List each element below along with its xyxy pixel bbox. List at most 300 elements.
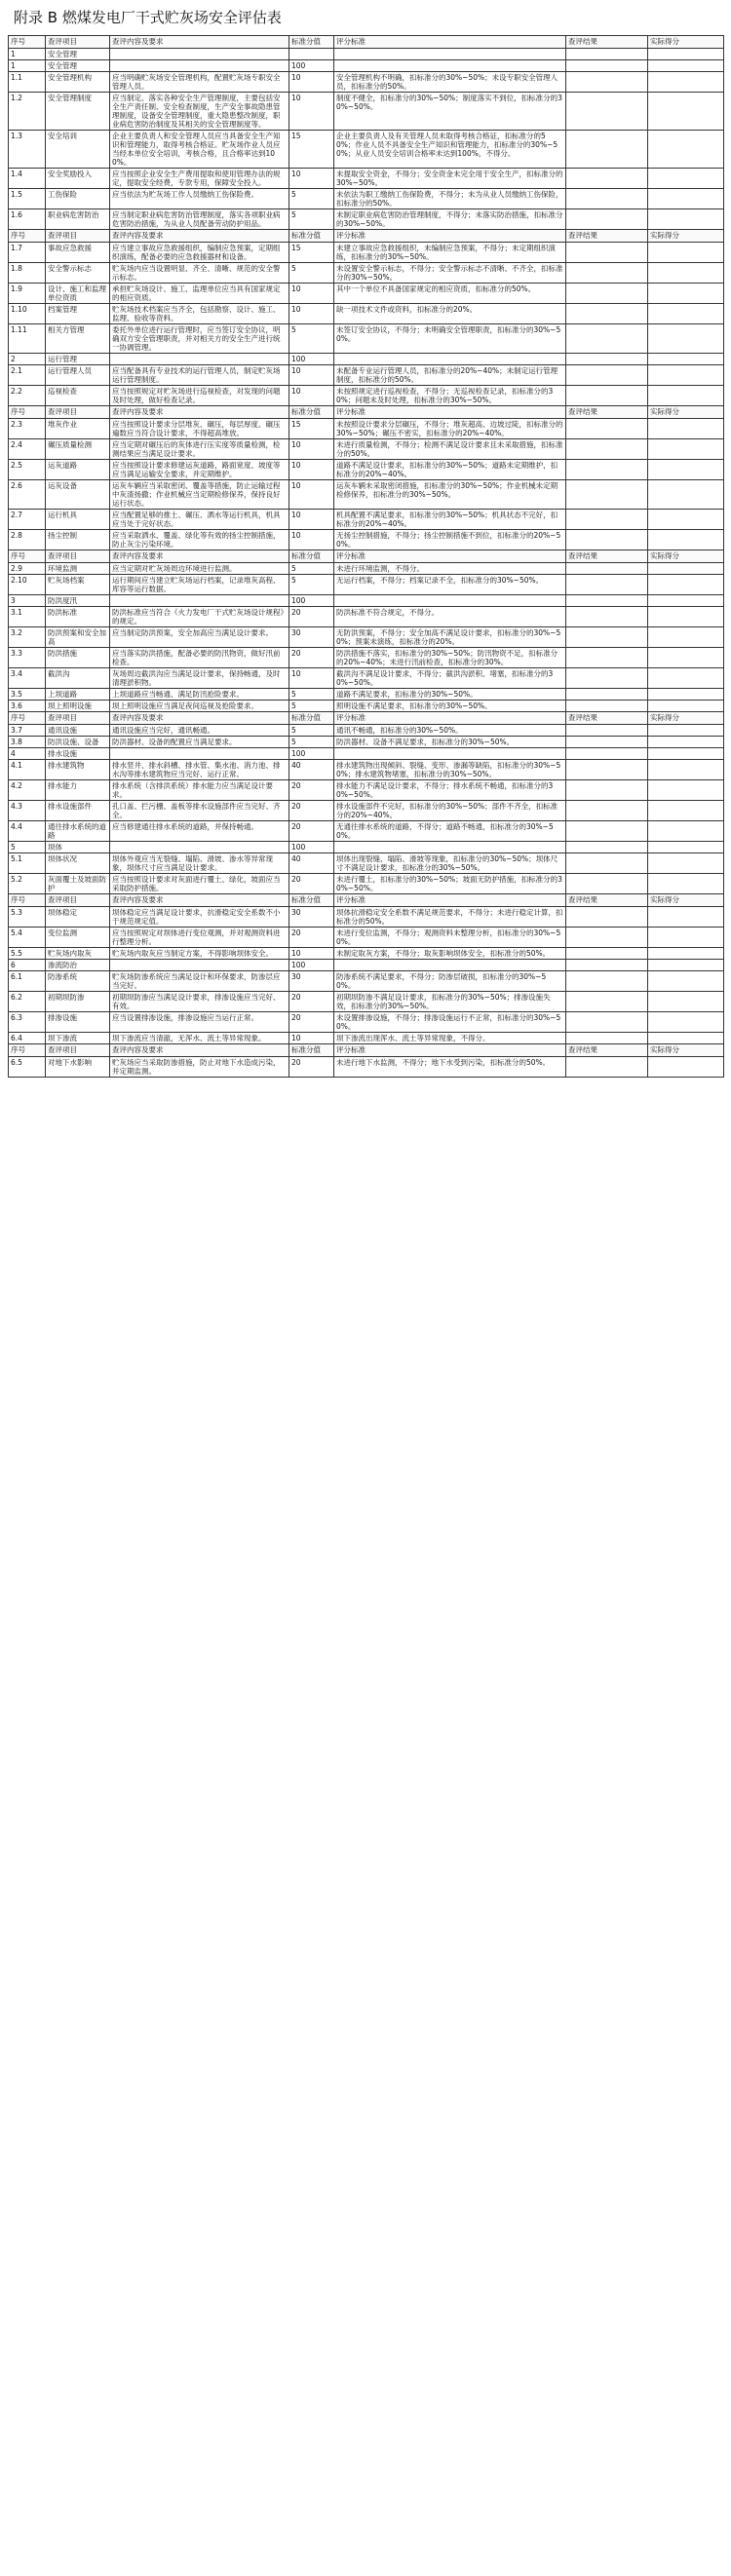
table-cell xyxy=(566,209,648,230)
table-cell xyxy=(566,189,648,209)
table-cell: 6.4 xyxy=(9,1033,46,1044)
header-cell: 标准分值 xyxy=(289,406,334,419)
table-cell: 防渗系统不满足要求，不得分；防渗层破损，扣标准分的30%~50%。 xyxy=(334,971,566,992)
table-cell xyxy=(566,607,648,627)
table-cell: 100 xyxy=(289,842,334,853)
table-cell xyxy=(648,530,724,550)
table-row xyxy=(9,948,724,960)
table-cell: 防洪标准不符合规定，不得分。 xyxy=(334,607,566,627)
table-cell: 排水能力 xyxy=(46,780,110,801)
table-cell: 40 xyxy=(289,760,334,780)
table-cell: 应当落实防洪措施，配备必要的防汛物资，做好汛前检查。 xyxy=(110,648,289,668)
header-cell: 实际得分 xyxy=(648,230,724,243)
table-cell xyxy=(334,595,566,607)
table-cell: 对地下水影响 xyxy=(46,1057,110,1078)
table-row xyxy=(9,780,724,801)
table-cell xyxy=(566,354,648,365)
table-row xyxy=(9,648,724,668)
table-cell xyxy=(566,627,648,648)
table-cell: 应当明确贮灰场安全管理机构，配置贮灰场专职安全管理人员。 xyxy=(110,72,289,93)
table-cell: 100 xyxy=(289,60,334,72)
table-cell: 初期坝防渗不满足设计要求，扣标准分的30%~50%；排渗设施失效，扣标准分的30%~50%。 xyxy=(334,992,566,1012)
table-cell: 防洪标准 xyxy=(46,607,110,627)
table-cell xyxy=(648,386,724,406)
table-cell: 10 xyxy=(289,386,334,406)
table-row xyxy=(9,324,724,354)
table-cell: 20 xyxy=(289,1012,334,1033)
table-cell: 上坝道路 xyxy=(46,689,110,701)
header-cell: 实际得分 xyxy=(648,550,724,563)
table-row xyxy=(9,1033,724,1044)
header-cell: 评分标准 xyxy=(334,894,566,907)
table-row xyxy=(9,853,724,874)
table-cell: 未设置排渗设施，不得分；排渗设施运行不正常，扣标准分的30%~50%。 xyxy=(334,1012,566,1033)
header-cell: 标准分值 xyxy=(289,550,334,563)
table-cell: 5 xyxy=(289,324,334,354)
table-cell xyxy=(648,563,724,575)
table-cell: 6.3 xyxy=(9,1012,46,1033)
header-cell: 查评结果 xyxy=(566,230,648,243)
table-cell: 运行管理 xyxy=(46,354,110,365)
table-cell: 未进行地下水监测，不得分；地下水受到污染，扣标准分的50%。 xyxy=(334,1057,566,1078)
table-cell: 100 xyxy=(289,748,334,760)
table-header-row xyxy=(9,406,724,419)
table-cell xyxy=(566,842,648,853)
document-title: 附录 B 燃煤发电厂干式贮灰场安全评估表 xyxy=(14,9,282,26)
table-cell: 应当配置足够的推土、碾压、洒水等运行机具，机具应当处于完好状态。 xyxy=(110,510,289,530)
table-cell xyxy=(648,842,724,853)
table-cell: 排渗设施 xyxy=(46,1012,110,1033)
table-cell xyxy=(566,324,648,354)
table-cell xyxy=(110,748,289,760)
header-cell: 查评内容及要求 xyxy=(110,1044,289,1057)
assessment-table xyxy=(8,35,724,1078)
table-row xyxy=(9,439,724,460)
table-cell: 应当按照规定对贮灰场进行巡视检查，对发现的问题及时处理，做好检查记录。 xyxy=(110,386,289,406)
table-cell: 3.3 xyxy=(9,648,46,668)
table-cell: 20 xyxy=(289,648,334,668)
header-cell: 实际得分 xyxy=(648,894,724,907)
table-cell: 无扬尘控制措施，不得分；扬尘控制措施不到位，扣标准分的20%~50%。 xyxy=(334,530,566,550)
table-header-row xyxy=(9,550,724,563)
table-cell xyxy=(566,72,648,93)
table-cell: 未依法为职工缴纳工伤保险费，不得分；未为从业人员缴纳工伤保险，扣标准分的50%。 xyxy=(334,189,566,209)
table-cell: 应当依法为贮灰场工作人员缴纳工伤保险费。 xyxy=(110,189,289,209)
table-row xyxy=(9,1012,724,1033)
table-cell: 照明设施不满足要求，扣标准分的30%~50%。 xyxy=(334,701,566,712)
header-cell: 查评内容及要求 xyxy=(110,712,289,725)
table-cell: 通讯设施 xyxy=(46,725,110,737)
table-cell: 坝体出现裂缝、塌陷、滑坡等现象，扣标准分的30%~50%；坝体尺寸不满足设计要求，扣标准分的30%~50%。 xyxy=(334,853,566,874)
table-cell xyxy=(566,419,648,439)
table-cell: 1.9 xyxy=(9,284,46,304)
table-cell: 15 xyxy=(289,243,334,263)
table-cell xyxy=(566,668,648,689)
header-cell: 实际得分 xyxy=(648,712,724,725)
table-cell: 10 xyxy=(289,1033,334,1044)
table-cell: 2.2 xyxy=(9,386,46,406)
table-cell: 设计、施工和监理单位资质 xyxy=(46,284,110,304)
header-cell: 评分标准 xyxy=(334,1044,566,1057)
header-cell: 评分标准 xyxy=(334,36,566,49)
table-cell xyxy=(110,354,289,365)
table-row xyxy=(9,169,724,189)
table-row xyxy=(9,737,724,748)
table-cell: 安全管理 xyxy=(46,49,110,60)
table-cell: 贮灰场内取灰应当制定方案，不得影响坝体安全。 xyxy=(110,948,289,960)
table-cell: 委托外单位进行运行管理时，应当签订安全协议，明确双方安全管理职责，并对相关方的安全生产进行统一协调管理。 xyxy=(110,324,289,354)
header-cell: 查评内容及要求 xyxy=(110,36,289,49)
table-cell: 应当制定防洪预案，安全加高应当满足设计要求。 xyxy=(110,627,289,648)
table-cell xyxy=(566,510,648,530)
table-cell xyxy=(648,948,724,960)
table-cell xyxy=(648,648,724,668)
table-cell: 道路不满足设计要求，扣标准分的30%~50%；道路未定期维护，扣标准分的20%~40%。 xyxy=(334,460,566,480)
header-cell: 评分标准 xyxy=(334,406,566,419)
table-cell: 5 xyxy=(289,725,334,737)
table-cell: 坝体状况 xyxy=(46,853,110,874)
table-row xyxy=(9,801,724,821)
header-cell: 序号 xyxy=(9,550,46,563)
table-cell: 1 xyxy=(9,49,46,60)
table-cell: 企业主要负责人和安全管理人员应当具备安全生产知识和管理能力，取得考核合格证。贮灰场作业人员应当经本单位安全培训，考核合格，且合格率达到100%。 xyxy=(110,131,289,169)
table-cell: 4.2 xyxy=(9,780,46,801)
table-cell: 未配备专业运行管理人员，扣标准分的20%~40%；未制定运行管理制度，扣标准分的50%。 xyxy=(334,365,566,386)
table-cell xyxy=(648,748,724,760)
table-cell: 扬尘控制 xyxy=(46,530,110,550)
header-cell: 实际得分 xyxy=(648,36,724,49)
table-cell: 应当配备具有专业技术的运行管理人员，制定贮灰场运行管理制度。 xyxy=(110,365,289,386)
table-cell xyxy=(334,60,566,72)
header-cell: 序号 xyxy=(9,230,46,243)
table-cell: 坝上照明设施 xyxy=(46,701,110,712)
table-cell xyxy=(566,701,648,712)
header-cell: 查评项目 xyxy=(46,36,110,49)
table-cell: 坝上照明设施应当满足夜间巡视及抢险要求。 xyxy=(110,701,289,712)
table-cell: 通讯设施应当完好，通讯畅通。 xyxy=(110,725,289,737)
table-cell xyxy=(566,439,648,460)
table-cell xyxy=(566,365,648,386)
table-cell xyxy=(110,60,289,72)
table-cell: 3.7 xyxy=(9,725,46,737)
table-cell: 其中一个单位不具备国家规定的相应资质，扣标准分的50%。 xyxy=(334,284,566,304)
table-cell: 应当按照设计要求对灰面进行覆土、绿化，坡面应当采取防护措施。 xyxy=(110,874,289,894)
header-cell: 查评项目 xyxy=(46,1044,110,1057)
table-cell: 制度不健全，扣标准分的30%~50%；制度落实不到位，扣标准分的30%~50%。 xyxy=(334,93,566,131)
table-cell: 初期坝防渗 xyxy=(46,992,110,1012)
table-cell: 防洪器材、设备不满足要求，扣标准分的30%~50%。 xyxy=(334,737,566,748)
table-cell: 1.6 xyxy=(9,209,46,230)
table-cell xyxy=(566,304,648,324)
table-cell xyxy=(648,460,724,480)
table-row xyxy=(9,304,724,324)
table-cell: 10 xyxy=(289,284,334,304)
table-row xyxy=(9,209,724,230)
table-cell: 坝体稳定 xyxy=(46,907,110,928)
table-cell: 道路不满足要求，扣标准分的30%~50%。 xyxy=(334,689,566,701)
table-cell: 5.2 xyxy=(9,874,46,894)
table-cell xyxy=(648,304,724,324)
table-cell: 坝体抗滑稳定安全系数不满足规范要求，不得分；未进行稳定计算，扣标准分的50%。 xyxy=(334,907,566,928)
table-cell: 2.8 xyxy=(9,530,46,550)
table-row xyxy=(9,668,724,689)
table-cell xyxy=(566,928,648,948)
table-cell: 10 xyxy=(289,365,334,386)
table-cell: 2.10 xyxy=(9,575,46,595)
table-cell: 5.3 xyxy=(9,907,46,928)
table-cell: 1.4 xyxy=(9,169,46,189)
table-cell: 5 xyxy=(289,209,334,230)
table-header-row xyxy=(9,894,724,907)
table-cell xyxy=(566,169,648,189)
table-cell: 截洪沟 xyxy=(46,668,110,689)
table-cell: 相关方管理 xyxy=(46,324,110,354)
table-cell xyxy=(648,760,724,780)
table-cell: 无运行档案，不得分；档案记录不全，扣标准分的30%~50%。 xyxy=(334,575,566,595)
table-cell: 防洪措施不落实，扣标准分的30%~50%；防汛物资不足，扣标准分的20%~40%；未进行汛前检查，扣标准分的30%。 xyxy=(334,648,566,668)
table-cell: 1.1 xyxy=(9,72,46,93)
table-cell xyxy=(566,243,648,263)
table-cell: 未按照规定进行巡视检查，不得分；无巡视检查记录，扣标准分的30%；问题未及时处理，扣标准分的30%~50%。 xyxy=(334,386,566,406)
header-cell: 标准分值 xyxy=(289,712,334,725)
table-row xyxy=(9,821,724,842)
table-cell xyxy=(648,209,724,230)
table-cell: 坝下渗流应当清澈，无浑水、流土等异常现象。 xyxy=(110,1033,289,1044)
table-cell: 10 xyxy=(289,668,334,689)
header-cell: 序号 xyxy=(9,406,46,419)
table-row xyxy=(9,386,724,406)
table-cell: 应当定期对贮灰场周边环境进行监测。 xyxy=(110,563,289,575)
table-row xyxy=(9,575,724,595)
table-cell: 20 xyxy=(289,874,334,894)
table-cell: 1.10 xyxy=(9,304,46,324)
header-cell: 查评内容及要求 xyxy=(110,894,289,907)
table-row xyxy=(9,243,724,263)
table-cell: 未提取安全资金，不得分；安全资金未完全用于安全生产，扣标准分的30%~50%。 xyxy=(334,169,566,189)
table-row xyxy=(9,530,724,550)
table-cell: 30 xyxy=(289,907,334,928)
table-cell: 5 xyxy=(289,189,334,209)
header-cell: 标准分值 xyxy=(289,894,334,907)
table-cell xyxy=(334,748,566,760)
table-cell: 2.9 xyxy=(9,563,46,575)
table-cell: 贮灰场应当采取防渗措施，防止对地下水造成污染，并定期监测。 xyxy=(110,1057,289,1078)
table-row xyxy=(9,49,724,60)
header-cell: 查评结果 xyxy=(566,36,648,49)
table-cell xyxy=(648,131,724,169)
table-cell: 安全警示标志 xyxy=(46,263,110,284)
header-cell: 查评项目 xyxy=(46,230,110,243)
table-cell xyxy=(566,737,648,748)
table-cell: 5.1 xyxy=(9,853,46,874)
table-cell xyxy=(648,595,724,607)
table-cell xyxy=(648,419,724,439)
table-cell xyxy=(648,853,724,874)
table-cell: 3.2 xyxy=(9,627,46,648)
table-row xyxy=(9,842,724,853)
table-cell xyxy=(566,748,648,760)
table-cell xyxy=(566,1033,648,1044)
table-cell: 应当制定、落实各种安全生产管理制度，主要包括安全生产责任制、安全检查制度，生产安全事故隐患管理制度，设备安全管理制度，重大隐患整改制度，职业病危害防治制度及其相关的安全管理制度等。 xyxy=(110,93,289,131)
table-cell xyxy=(648,801,724,821)
table-cell: 环境监测 xyxy=(46,563,110,575)
table-cell xyxy=(334,354,566,365)
table-cell: 运灰设备 xyxy=(46,480,110,510)
table-cell: 巡视检查 xyxy=(46,386,110,406)
table-cell: 100 xyxy=(289,354,334,365)
table-row xyxy=(9,480,724,510)
table-cell xyxy=(648,689,724,701)
table-cell: 2.4 xyxy=(9,439,46,460)
table-row xyxy=(9,992,724,1012)
table-cell: 2.1 xyxy=(9,365,46,386)
table-cell xyxy=(648,874,724,894)
table-cell: 安全管理机构不明确，扣标准分的30%~50%；未设专职安全管理人员，扣标准分的50%。 xyxy=(334,72,566,93)
header-cell: 标准分值 xyxy=(289,230,334,243)
table-row xyxy=(9,131,724,169)
table-cell: 运灰道路 xyxy=(46,460,110,480)
table-cell: 6.2 xyxy=(9,992,46,1012)
table-cell: 15 xyxy=(289,419,334,439)
table-header-row xyxy=(9,712,724,725)
table-cell: 应当按照企业安全生产费用提取和使用管理办法的规定，提取安全经费，专款专用，保障安全投入。 xyxy=(110,169,289,189)
table-cell xyxy=(566,563,648,575)
table-cell xyxy=(566,689,648,701)
table-cell: 防洪预案和安全加高 xyxy=(46,627,110,648)
table-cell: 3.4 xyxy=(9,668,46,689)
header-cell: 查评结果 xyxy=(566,712,648,725)
table-cell xyxy=(648,72,724,93)
table-cell: 6 xyxy=(9,960,46,971)
table-cell xyxy=(648,354,724,365)
table-cell xyxy=(566,460,648,480)
table-cell: 20 xyxy=(289,928,334,948)
table-cell: 未签订安全协议，不得分；未明确安全管理职责，扣标准分的30%~50%。 xyxy=(334,324,566,354)
table-cell: 4 xyxy=(9,748,46,760)
table-cell: 1 xyxy=(9,60,46,72)
table-cell xyxy=(566,575,648,595)
table-cell: 15 xyxy=(289,131,334,169)
table-cell: 10 xyxy=(289,530,334,550)
table-cell xyxy=(648,627,724,648)
table-row xyxy=(9,701,724,712)
table-cell xyxy=(648,1012,724,1033)
table-cell: 10 xyxy=(289,460,334,480)
table-cell: 2.3 xyxy=(9,419,46,439)
table-cell: 未设置安全警示标志，不得分；安全警示标志不清晰、不齐全，扣标准分的30%~50%。 xyxy=(334,263,566,284)
table-cell: 应当设置排渗设施，排渗设施应当运行正常。 xyxy=(110,1012,289,1033)
table-cell xyxy=(648,725,724,737)
table-cell: 应当建立事故应急救援组织，编制应急预案，定期组织演练，配备必要的应急救援器材和设备。 xyxy=(110,243,289,263)
table-cell: 20 xyxy=(289,992,334,1012)
header-cell: 评分标准 xyxy=(334,230,566,243)
table-row xyxy=(9,689,724,701)
table-cell: 贮灰场档案 xyxy=(46,575,110,595)
table-row xyxy=(9,354,724,365)
table-cell: 2 xyxy=(9,354,46,365)
table-cell xyxy=(566,131,648,169)
header-cell: 实际得分 xyxy=(648,406,724,419)
table-cell: 排水建筑物 xyxy=(46,760,110,780)
table-cell: 工伤保险 xyxy=(46,189,110,209)
table-row xyxy=(9,928,724,948)
table-row xyxy=(9,627,724,648)
table-cell xyxy=(648,971,724,992)
table-cell: 5 xyxy=(289,737,334,748)
table-cell: 安全管理制度 xyxy=(46,93,110,131)
table-cell xyxy=(110,595,289,607)
table-cell: 防洪器材、设备的配置应当满足要求。 xyxy=(110,737,289,748)
table-row xyxy=(9,93,724,131)
table-cell: 应当按照设计要求分层堆灰、碾压，每层厚度、碾压遍数应当符合设计要求，不得超高堆放。 xyxy=(110,419,289,439)
table-cell: 通往排水系统的道路 xyxy=(46,821,110,842)
table-cell: 初期坝防渗应当满足设计要求，排渗设施应当完好、有效。 xyxy=(110,992,289,1012)
table-cell: 排水竖井、排水斜槽、排水管、集水池、消力池、排水沟等排水建筑物应当完好、运行正常。 xyxy=(110,760,289,780)
header-cell: 序号 xyxy=(9,36,46,49)
table-cell xyxy=(334,49,566,60)
table-cell: 截洪沟不满足设计要求，不得分；截洪沟淤积、堵塞，扣标准分的30%~50%。 xyxy=(334,668,566,689)
table-cell xyxy=(648,960,724,971)
table-row xyxy=(9,748,724,760)
table-cell xyxy=(648,701,724,712)
table-cell: 排水设施部件 xyxy=(46,801,110,821)
table-cell: 坝体稳定应当满足设计要求，抗滑稳定安全系数不小于规范规定值。 xyxy=(110,907,289,928)
table-cell: 未进行环境监测，不得分。 xyxy=(334,563,566,575)
table-cell xyxy=(566,948,648,960)
table-cell xyxy=(648,992,724,1012)
table-cell xyxy=(566,530,648,550)
table-cell xyxy=(566,821,648,842)
table-row xyxy=(9,72,724,93)
table-cell xyxy=(566,907,648,928)
table-cell xyxy=(566,1012,648,1033)
table-cell xyxy=(334,960,566,971)
table-row xyxy=(9,60,724,72)
table-cell xyxy=(566,648,648,668)
table-cell: 灰面覆土及坡面防护 xyxy=(46,874,110,894)
table-cell: 3.6 xyxy=(9,701,46,712)
header-cell: 评分标准 xyxy=(334,712,566,725)
table-cell: 1.7 xyxy=(9,243,46,263)
header-cell: 查评项目 xyxy=(46,712,110,725)
header-cell: 标准分值 xyxy=(289,1044,334,1057)
table-cell: 20 xyxy=(289,1057,334,1078)
table-cell: 企业主要负责人及有关管理人员未取得考核合格证，扣标准分的50%；作业人员不具备安全生产知识和管理能力，扣标准分的30%~50%；从业人员安全培训合格率未达到100%，不得分。 xyxy=(334,131,566,169)
table-cell: 未进行变位监测，不得分；观测资料未整理分析，扣标准分的30%~50%。 xyxy=(334,928,566,948)
table-cell: 防洪标准应当符合《火力发电厂干式贮灰场设计规程》的规定。 xyxy=(110,607,289,627)
table-cell: 20 xyxy=(289,607,334,627)
table-row xyxy=(9,510,724,530)
table-row xyxy=(9,874,724,894)
table-cell: 运行管理人员 xyxy=(46,365,110,386)
table-cell: 10 xyxy=(289,93,334,131)
table-cell: 排水能力不满足设计要求，不得分；排水系统不畅通，扣标准分的30%~50%。 xyxy=(334,780,566,801)
table-cell: 1.8 xyxy=(9,263,46,284)
table-cell: 承担贮灰场设计、施工、监理单位应当具有国家规定的相应资质。 xyxy=(110,284,289,304)
table-cell: 堆灰作业 xyxy=(46,419,110,439)
table-cell: 渗流防治 xyxy=(46,960,110,971)
table-cell: 6.1 xyxy=(9,971,46,992)
table-cell xyxy=(648,93,724,131)
table-cell: 4.4 xyxy=(9,821,46,842)
table-cell: 变位监测 xyxy=(46,928,110,948)
table-cell: 未进行质量检测，不得分；检测不满足设计要求且未采取措施，扣标准分的50%。 xyxy=(334,439,566,460)
table-cell: 100 xyxy=(289,595,334,607)
table-row xyxy=(9,189,724,209)
table-row xyxy=(9,725,724,737)
table-cell: 10 xyxy=(289,948,334,960)
table-cell xyxy=(110,49,289,60)
